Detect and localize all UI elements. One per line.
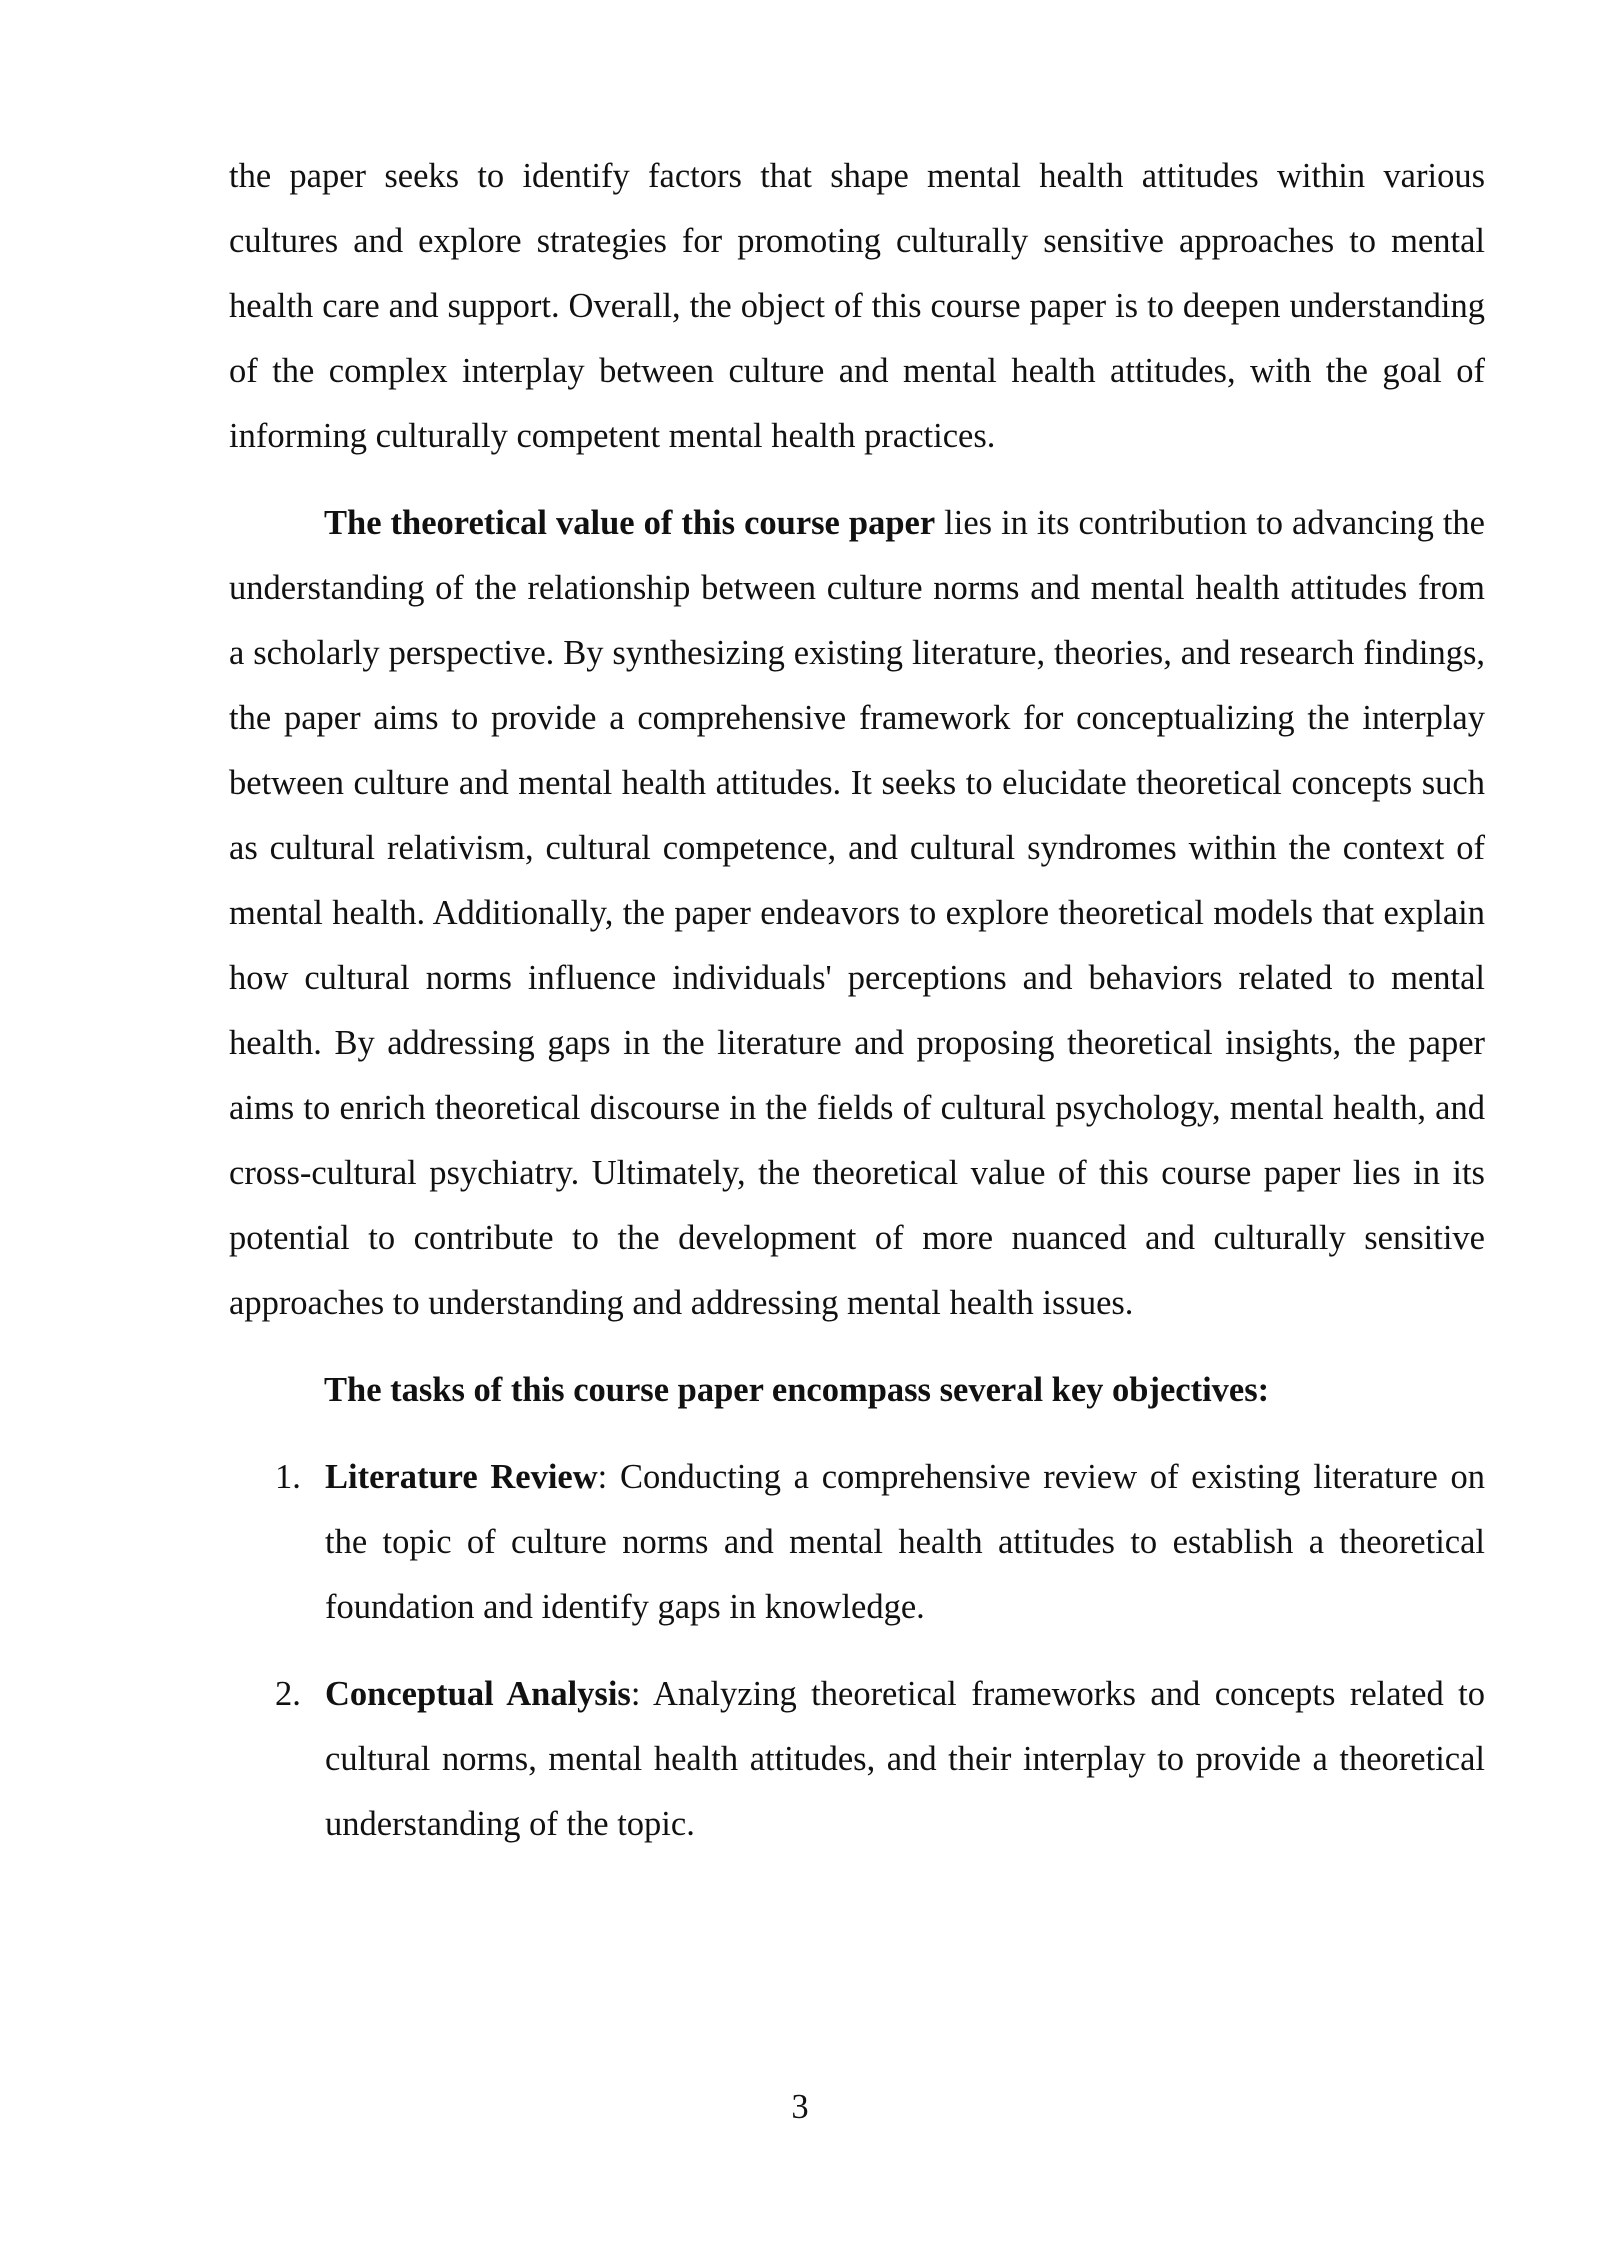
list-item-text: : Analyzing theoretical frameworks and concepts related to cultural norms, mental health attitudes, and their interplay to provide a theoretical understanding of the topic. [325,1675,1485,1843]
theoretical-value-lead: The theoretical value of this course paper [324,504,936,542]
list-item-title: Literature Review [325,1458,598,1496]
list-item-text: : Conducting a comprehensive review of existing literature on the topic of culture norms and mental health attitudes to establish a theoretical foundation and identify gaps in knowledge. [325,1458,1485,1626]
list-item [229,1662,1485,1857]
theoretical-value-body: lies in its contribution to advancing the understanding of the relationship between culture norms and mental health attitudes from a scholarly perspective. By synthesizing existing literature, theories, and research findings, the paper aims to provide a comprehensive framework for conceptualizing the interplay between culture and mental health attitudes. It seeks to elucidate theoretical concepts such as cultural relativism, cultural competence, and cultural syndromes within the context of mental health. Additionally, the paper endeavors to explore theoretical models that explain how cultural norms influence individuals' perceptions and behaviors related to mental health. By addressing gaps in the literature and proposing theoretical insights, the paper aims to enrich theoretical discourse in the fields of cultural psychology, mental health, and cross-cultural psychiatry. Ultimately, the theoretical value of this course paper lies in its potential to contribute to the development of more nuanced and culturally sensitive approaches to understanding and addressing mental health issues. [229,504,1485,1322]
list-item-number: 2. [275,1675,301,1713]
tasks-heading: The tasks of this course paper encompass several key objectives: [324,1371,1270,1409]
paragraph-theoretical-value [229,491,1485,1336]
list-item [229,1445,1485,1640]
list-item-title: Conceptual Analysis [325,1675,631,1713]
list-item-number: 1. [275,1458,301,1496]
page-content [229,144,1485,1879]
page-number: 3 [791,2088,809,2126]
paragraph-object-summary: the paper seeks to identify factors that shape mental health attitudes within various cultures and explore strategies for promoting culturally sensitive approaches to mental health care and support. Overall, the object of this course paper is to deepen understanding of the complex interplay between culture and mental health attitudes, with the goal of informing culturally competent mental health practices. [229,157,1485,455]
tasks-list [229,1445,1485,1857]
